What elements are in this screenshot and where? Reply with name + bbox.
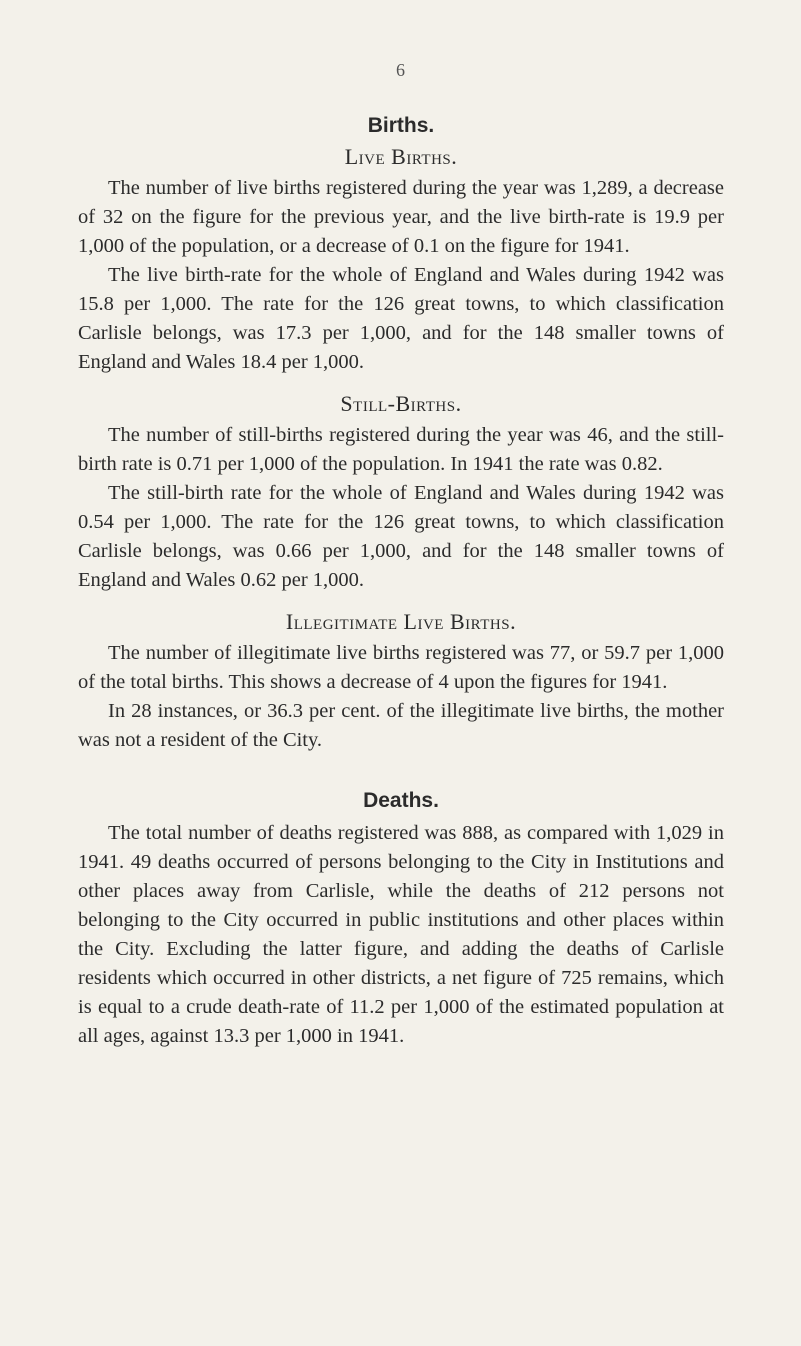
page-content (78, 100, 724, 1051)
illegitimate-births-heading: Illegitimate Live Births. (285, 609, 517, 634)
illegitimate-paragraph-2: In 28 instances, or 36.3 per cent. of the illegitimate live births, the mother was not a resident of the City. (78, 700, 724, 751)
deaths-title: Deaths. (363, 789, 439, 812)
live-births-heading: Live Births. (344, 144, 458, 169)
page-number: 6 (396, 60, 405, 80)
still-births-paragraph-2: The still-birth rate for the whole of England and Wales during 1942 was 0.54 per 1,000. The rate for the 126 great towns, to which classification Carlisle belongs, was 0.66 per 1,000, and for the 148 smaller towns of England and Wales 0.62 per 1,000. (78, 482, 724, 591)
still-births-heading: Still-Births. (340, 391, 462, 416)
live-births-paragraph-1: The number of live births registered during the year was 1,289, a decrease of 32 on the figure for the previous year, and the live birth-rate is 19.9 per 1,000 of the population, or a decrease of 0.1 on the figure for 1941. (78, 177, 724, 257)
live-births-paragraph-2: The live birth-rate for the whole of England and Wales during 1942 was 15.8 per 1,000. The rate for the 126 great towns, to which classification Carlisle belongs, was 17.3 per 1,000, and for the 148 smaller towns of England and Wales 18.4 per 1,000. (78, 264, 724, 373)
deaths-paragraph-1: The total number of deaths registered was 888, as compared with 1,029 in 1941. 49 deaths occurred of persons belonging to the City in Institutions and other places away from Carlisle, while the deaths of 212 persons not belonging to the City occurred in public institutions and other places within the City. Excluding the latter figure, and adding the deaths of Carlisle residents which occurred in other districts, a net figure of 725 remains, which is equal to a crude death-rate of 11.2 per 1,000 of the estimated population at all ages, against 13.3 per 1,000 in 1941. (78, 822, 724, 1047)
illegitimate-paragraph-1: The number of illegitimate live births registered was 77, or 59.7 per 1,000 of the total births. This shows a decrease of 4 upon the figures for 1941. (78, 642, 724, 693)
still-births-paragraph-1: The number of still-births registered during the year was 46, and the still-birth rate is 0.71 per 1,000 of the population. In 1941 the rate was 0.82. (78, 424, 724, 475)
births-title: Births. (367, 114, 435, 137)
